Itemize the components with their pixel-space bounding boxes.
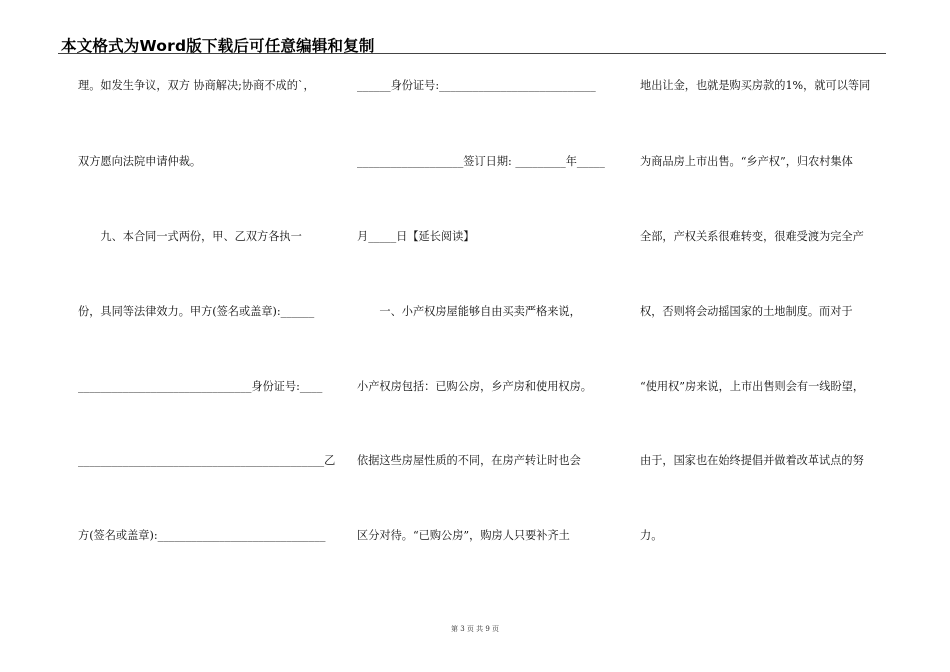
text-line: 权，否则将会动摇国家的土地制度。而对于 — [640, 305, 853, 318]
text-line: 力。 — [640, 529, 663, 542]
document-header-title: 本文格式为Word版下载后可任意编辑和复制 — [61, 37, 375, 55]
text-line: 依据这些房屋性质的不同，在房产转让时也会 — [357, 454, 581, 467]
text-line: 理。如发生争议，双方 协商解决;协商不成的`， — [78, 79, 315, 92]
header-divider — [58, 53, 886, 54]
text-line: 月_____日【延长阅读】 — [357, 230, 475, 243]
text-line: ______身份证号:____________________________ — [357, 79, 596, 92]
text-line: 由于，国家也在始终提倡并做着改革试点的努 — [640, 454, 864, 467]
text-line: 小产权房包括：已购公房，乡产房和使用权房。 — [357, 380, 592, 393]
text-line: ___________________签订日期: _________年_____ — [357, 155, 605, 168]
text-line: 份，具同等法律效力。甲方(签名或盖章):______ — [78, 305, 315, 318]
text-line: 方(签名或盖章):______________________________ — [78, 529, 326, 542]
text-line: 双方愿向法院申请仲裁。 — [78, 155, 202, 168]
text-line: 九、本合同一式两份，甲、乙双方各执一 — [78, 230, 302, 243]
text-line: 为商品房上市出售。“乡产权”，归农村集体 — [640, 155, 853, 168]
text-line: _______________________________身份证号:____ — [78, 380, 323, 393]
text-line: “使用权”房来说，上市出售则会有一线盼望， — [640, 380, 865, 393]
text-line: 地出让金，也就是购买房款的1%，就可以等同 — [640, 79, 871, 92]
text-line: 一、小产权房屋能够自由买卖严格来说， — [357, 305, 581, 318]
page-number: 第 3 页 共 9 页 — [450, 625, 500, 633]
text-line: 全部，产权关系很难转变，很难受渡为完全产 — [640, 230, 864, 243]
text-line: 区分对待。“已购公房”，购房人只要补齐土 — [357, 529, 570, 542]
text-line: ____________________________________________乙 — [78, 454, 336, 467]
